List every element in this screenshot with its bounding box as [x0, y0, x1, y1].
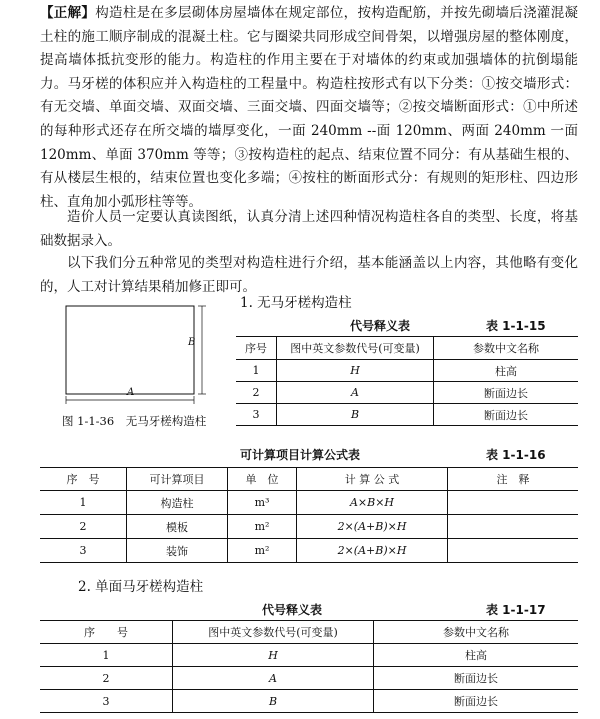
table-header: 参数中文名称 — [434, 337, 579, 360]
table-15-number: 表 1-1-15 — [486, 319, 546, 333]
table-row — [40, 667, 578, 690]
table-row — [40, 515, 578, 539]
table-cell: 断面边长 — [374, 690, 579, 713]
table-cell: 装饰 — [127, 539, 228, 563]
table-header: 图中英文参数代号(可变量) — [173, 621, 374, 644]
table-cell: 3 — [40, 539, 127, 563]
table-cell: 构造柱 — [127, 491, 228, 515]
table-header: 序 号 — [40, 468, 127, 491]
table-row — [40, 491, 578, 515]
table-cell: 2 — [236, 382, 277, 404]
figure-caption: 图 1-1-36 无马牙槎构造柱 — [62, 414, 207, 428]
table-row — [40, 690, 578, 713]
table-17-title: 代号释义表 — [262, 603, 323, 617]
section-2-heading: 2. 单面马牙槎构造柱 — [78, 579, 204, 595]
table-cell: A×B×H — [297, 491, 448, 515]
table-row — [236, 404, 578, 426]
table-row — [236, 382, 578, 404]
table-16-title: 可计算项目计算公式表 — [240, 448, 361, 462]
table-15 — [236, 336, 578, 426]
table-cell: m³ — [228, 491, 297, 515]
table-cell — [448, 491, 579, 515]
table-17-number: 表 1-1-17 — [486, 603, 546, 617]
table-cell: A — [173, 667, 374, 690]
table-16 — [40, 467, 578, 563]
table-header: 注 释 — [448, 468, 579, 491]
table-cell: m² — [228, 515, 297, 539]
table-cell: 1 — [236, 360, 277, 382]
table-cell: B — [277, 404, 434, 426]
table-cell: 1 — [40, 644, 173, 667]
table-header: 序号 — [236, 337, 277, 360]
paragraph-2: 造价人员一定要认真读图纸，认真分清上述四种情况构造柱各自的类型、长度，将基础数据录入。 — [40, 209, 578, 249]
table-cell: 断面边长 — [374, 667, 579, 690]
table-17 — [40, 620, 578, 713]
table-header: 序 号 — [40, 621, 173, 644]
table-cell: H — [173, 644, 374, 667]
intro-text: 构造柱是在多层砌体房屋墙体在规定部位，按构造配筋，并按先砌墙后浇灌混凝土柱的施工顺序制成的混凝土柱。它与圈梁共同形成空间骨架，以增强房屋的整体刚度，提高墙体抵抗变形的能力。构造柱的作用主要在于对墙体的约束或加强墙体的抗倒塌能力。马牙槎的体积应并入构造柱的工程量中。构造柱按形式有以下分类：①按交墙形式：有无交墙、单面交墙、双面交墙、三面交墙、四面交墙等；②按交墙断面形式：①中所述的每种形式还存在所交墙的墙厚变化，一面 240mm --面 120mm、两面 240mm 一面 120mm、单面 370mm 等等；③按构造柱的起点、结束位置不同分：有从基础生根的、有从楼层生根的，结束位置也变化多端；④按柱的断面形式分：有规则的矩形柱、四边形柱、直角加小弧形柱等等。 — [40, 5, 579, 210]
table-cell: 柱高 — [434, 360, 579, 382]
paragraph-3: 以下我们分五种常见的类型对构造柱进行介绍，基本能涵盖以上内容，其他略有变化的，人工对计算结果稍加修正即可。 — [40, 255, 578, 295]
table-15-title: 代号释义表 — [350, 319, 411, 333]
table-cell — [448, 515, 579, 539]
answer-tag: 【正解】 — [40, 5, 96, 21]
table-header: 计 算 公 式 — [297, 468, 448, 491]
table-header: 单 位 — [228, 468, 297, 491]
column-rectangle — [66, 306, 194, 394]
section-1-heading: 1. 无马牙槎构造柱 — [240, 295, 352, 311]
table-header: 参数中文名称 — [374, 621, 579, 644]
table-row — [40, 644, 578, 667]
table-cell: 2×(A+B)×H — [297, 539, 448, 563]
table-cell — [448, 539, 579, 563]
table-cell: B — [173, 690, 374, 713]
table-cell: 3 — [40, 690, 173, 713]
table-cell: 断面边长 — [434, 404, 579, 426]
table-cell: A — [277, 382, 434, 404]
table-cell: H — [277, 360, 434, 382]
intro-paragraph — [40, 2, 578, 214]
table-cell: 2×(A+B)×H — [297, 515, 448, 539]
table-cell: m² — [228, 539, 297, 563]
table-header: 图中英文参数代号(可变量) — [277, 337, 434, 360]
table-cell: 模板 — [127, 515, 228, 539]
table-cell: 断面边长 — [434, 382, 579, 404]
column-section-figure — [60, 300, 210, 410]
table-header: 可计算项目 — [127, 468, 228, 491]
table-cell: 2 — [40, 667, 173, 690]
table-row — [236, 360, 578, 382]
dim-label-a: A — [127, 387, 135, 398]
dim-label-b: B — [188, 337, 196, 348]
table-cell: 1 — [40, 491, 127, 515]
table-16-number: 表 1-1-16 — [486, 448, 546, 462]
table-cell: 2 — [40, 515, 127, 539]
table-row — [40, 539, 578, 563]
table-cell: 3 — [236, 404, 277, 426]
table-cell: 柱高 — [374, 644, 579, 667]
